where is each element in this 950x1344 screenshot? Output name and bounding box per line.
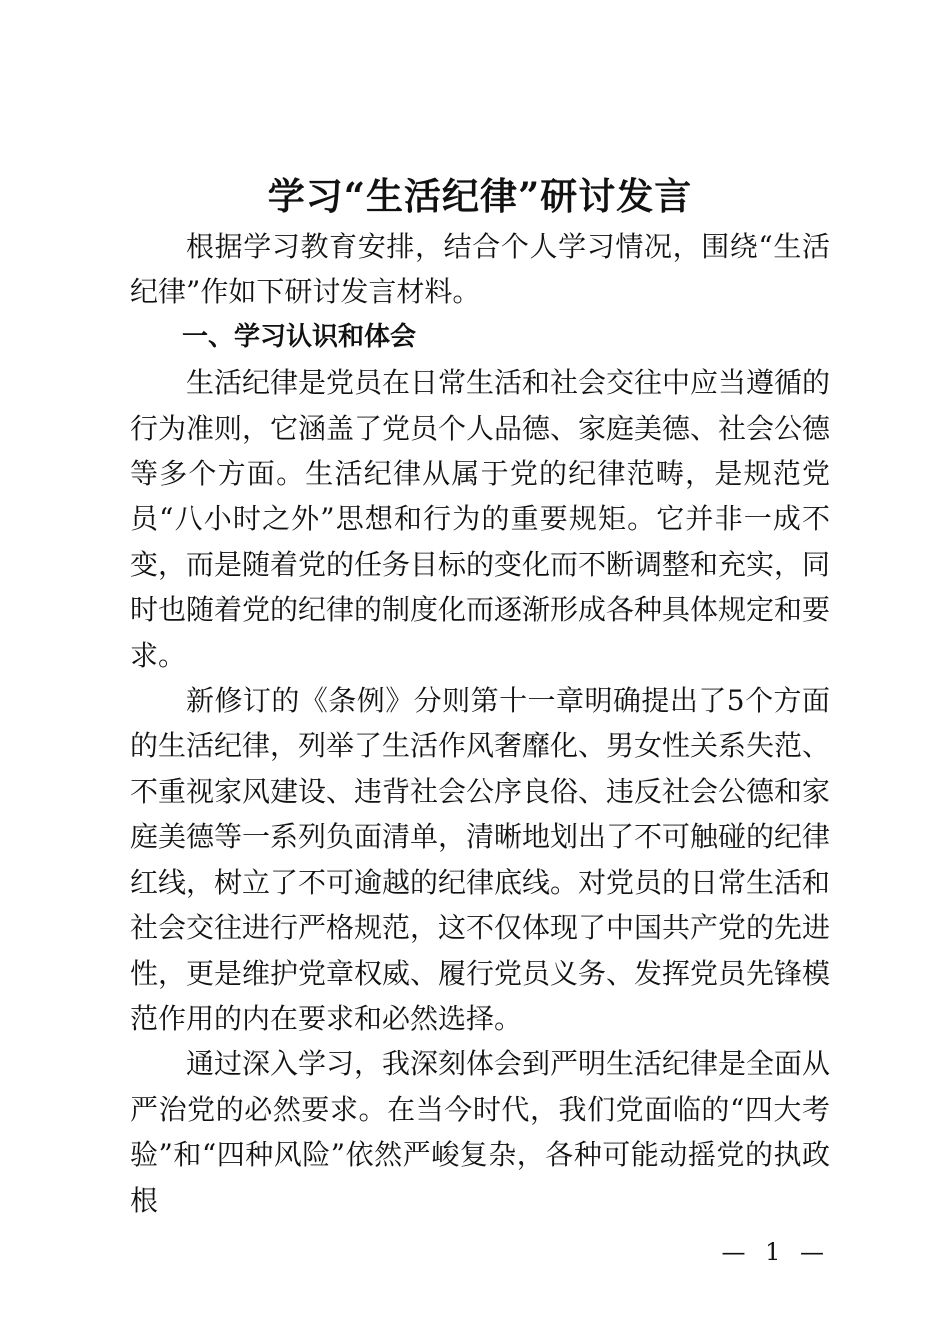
body-paragraph-1: 生活纪律是党员在日常生活和社会交往中应当遵循的行为准则，它涵盖了党员个人品德、家庭美德、社会公德等多个方面。生活纪律从属于党的纪律范畴，是规范党员“八小时之外”思想和行为的重要规矩。它并非一成不变，而是随着党的任务目标的变化而不断调整和充实，同时也随着党的纪律的制度化而逐渐形成各种具体规定和要求。 [130, 366, 831, 672]
body-paragraph-3: 通过深入学习，我深刻体会到严明生活纪律是全面从严治党的必然要求。在当今时代，我们党面临的“四大考验”和“四种风险”依然严峻复杂，各种可能动摇党的执政根 [130, 1047, 831, 1217]
document-body [130, 224, 830, 1223]
page-number: — 1 — [721, 1238, 830, 1266]
body-paragraph-2: 新修订的《条例》分则第十一章明确提出了5个方面的生活纪律，列举了生活作风奢靡化、男女性关系失范、不重视家风建设、违背社会公序良俗、违反社会公德和家庭美德等一系列负面清单，清晰地划出了不可触碰的纪律红线，树立了不可逾越的纪律底线。对党员的日常生活和社会交往进行严格规范，这不仅体现了中国共产党的先进性，更是维护党章权威、履行党员义务、发挥党员先锋模范作用的内在要求和必然选择。 [130, 684, 831, 1035]
section-heading: 一、学习认识和体会 [182, 321, 417, 352]
document-title: 学习“生活纪律”研讨发言 [267, 174, 693, 218]
intro-paragraph: 根据学习教育安排，结合个人学习情况，围绕“生活纪律”作如下研讨发言材料。 [130, 230, 830, 309]
